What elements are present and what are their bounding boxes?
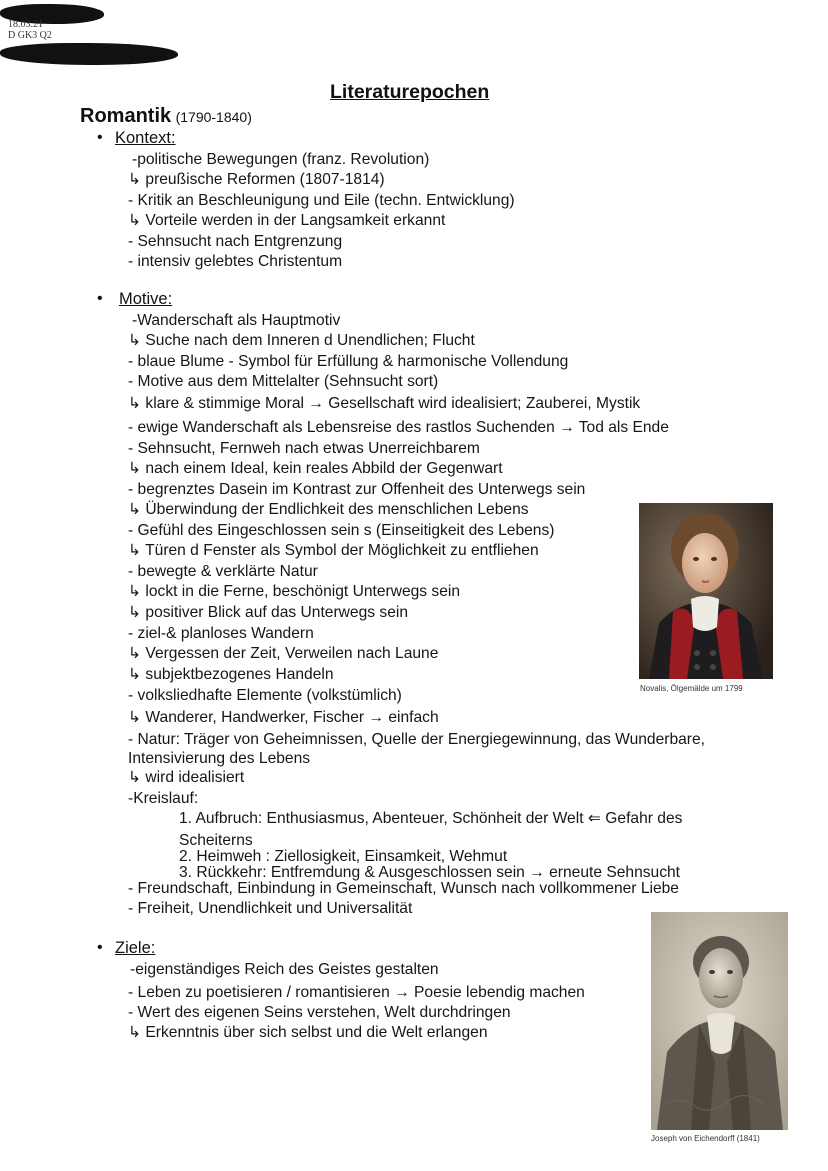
novalis-portrait-painting bbox=[639, 503, 773, 679]
motive-line: - blaue Blume - Symbol für Erfüllung & harmonische Vollendung bbox=[128, 353, 569, 370]
motive-line: -Wanderschaft als Hauptmotiv bbox=[132, 312, 341, 329]
novalis-caption: Novalis, Ölgemälde um 1799 bbox=[640, 684, 743, 693]
kontext-line: -politische Bewegungen (franz. Revolution) bbox=[132, 151, 430, 168]
section-heading-motive: Motive: bbox=[119, 290, 173, 308]
motive-line: ↳ nach einem Ideal, kein reales Abbild der Gegenwart bbox=[128, 460, 503, 477]
motive-line: ↳ Überwindung der Endlichkeit des menschlichen Lebens bbox=[128, 501, 529, 518]
motive-line: - begrenztes Dasein im Kontrast zur Offenheit des Unterwegs sein bbox=[128, 481, 586, 498]
eichendorff-portrait bbox=[651, 912, 788, 1130]
motive-line: ↳ Suche nach dem Inneren d Unendlichen; Flucht bbox=[128, 332, 475, 349]
epoch-years: (1790-1840) bbox=[175, 109, 252, 125]
course-code: D GK3 Q2 bbox=[8, 30, 52, 41]
epoch-name: Romantik bbox=[80, 105, 172, 127]
note-date: 18.03.21 bbox=[8, 19, 43, 30]
kontext-line: ↳ Vorteile werden in der Langsamkeit erkannt bbox=[128, 212, 446, 229]
motive-line: - Motive aus dem Mittelalter (Sehnsucht sort) bbox=[128, 373, 439, 390]
novalis-portrait bbox=[639, 503, 773, 679]
motive-line: - volksliedhafte Elemente (volkstümlich) bbox=[128, 687, 402, 704]
epoch-heading bbox=[80, 105, 252, 128]
motive-line: ↳ Türen d Fenster als Symbol der Möglichkeit zu entfliehen bbox=[128, 542, 539, 559]
motive-line: - Sehnsucht, Fernweh nach etwas Unerreichbarem bbox=[128, 440, 480, 457]
motive-line: Scheiterns bbox=[179, 832, 253, 849]
motive-line: - Freiheit, Unendlichkeit und Universalität bbox=[128, 900, 413, 917]
motive-line: -Kreislauf: bbox=[128, 790, 199, 807]
motive-line: 3. Rückkehr: Entfremdung & Ausgeschlossen sein → erneute Sehnsucht bbox=[179, 864, 681, 881]
motive-line: ↳ wird idealisiert bbox=[128, 769, 245, 786]
motive-line: ↳ subjektbezogenes Handeln bbox=[128, 666, 334, 683]
motive-line: - ewige Wanderschaft als Lebensreise des rastlos Suchenden → Tod als Ende bbox=[128, 419, 669, 436]
motive-line: - bewegte & verklärte Natur bbox=[128, 563, 318, 580]
bullet-motive: • bbox=[97, 290, 103, 307]
bullet-ziele: • bbox=[97, 939, 103, 956]
bullet-kontext: • bbox=[97, 129, 103, 146]
motive-line: - Natur: Träger von Geheimnissen, Quelle der Energiegewinnung, das Wunderbare, bbox=[128, 731, 705, 748]
motive-line: 2. Heimweh : Ziellosigkeit, Einsamkeit, Wehmut bbox=[179, 848, 508, 865]
motive-line: ↳ positiver Blick auf das Unterwegs sein bbox=[128, 604, 409, 621]
motive-line: 1. Aufbruch: Enthusiasmus, Abenteuer, Schönheit der Welt ⇐ Gefahr des bbox=[179, 810, 683, 827]
kontext-line: - Kritik an Beschleunigung und Eile (techn. Entwicklung) bbox=[128, 192, 515, 209]
eichendorff-caption: Joseph von Eichendorff (1841) bbox=[651, 1134, 760, 1143]
ziele-line: ↳ Erkenntnis über sich selbst und die Welt erlangen bbox=[128, 1024, 488, 1041]
motive-line: - ziel-& planloses Wandern bbox=[128, 625, 314, 642]
section-heading-ziele: Ziele: bbox=[115, 939, 156, 957]
kontext-line: ↳ preußische Reformen (1807-1814) bbox=[128, 171, 385, 188]
eichendorff-portrait-engraving bbox=[651, 912, 788, 1130]
kontext-line: - intensiv gelebtes Christentum bbox=[128, 253, 343, 270]
kontext-line: - Sehnsucht nach Entgrenzung bbox=[128, 233, 343, 250]
section-heading-kontext: Kontext: bbox=[115, 129, 176, 147]
ziele-line: - Leben zu poetisieren / romantisieren → Poesie lebendig machen bbox=[128, 984, 585, 1001]
motive-line: ↳ klare & stimmige Moral → Gesellschaft wird idealisiert; Zauberei, Mystik bbox=[128, 395, 641, 412]
motive-line: - Gefühl des Eingeschlossen sein s (Einseitigkeit des Lebens) bbox=[128, 522, 555, 539]
motive-line: ↳ lockt in die Ferne, beschönigt Unterwegs sein bbox=[128, 583, 461, 600]
redaction-bar-bottom bbox=[0, 43, 178, 65]
motive-line: - Freundschaft, Einbindung in Gemeinschaft, Wunsch nach vollkommener Liebe bbox=[128, 880, 679, 897]
ziele-line: -eigenständiges Reich des Geistes gestalten bbox=[130, 961, 439, 978]
motive-line: ↳ Vergessen der Zeit, Verweilen nach Laune bbox=[128, 645, 439, 662]
page-title: Literaturepochen bbox=[330, 81, 490, 103]
ziele-line: - Wert des eigenen Seins verstehen, Welt durchdringen bbox=[128, 1004, 511, 1021]
motive-line: ↳ Wanderer, Handwerker, Fischer → einfach bbox=[128, 709, 439, 726]
motive-line: Intensivierung des Lebens bbox=[128, 750, 311, 767]
